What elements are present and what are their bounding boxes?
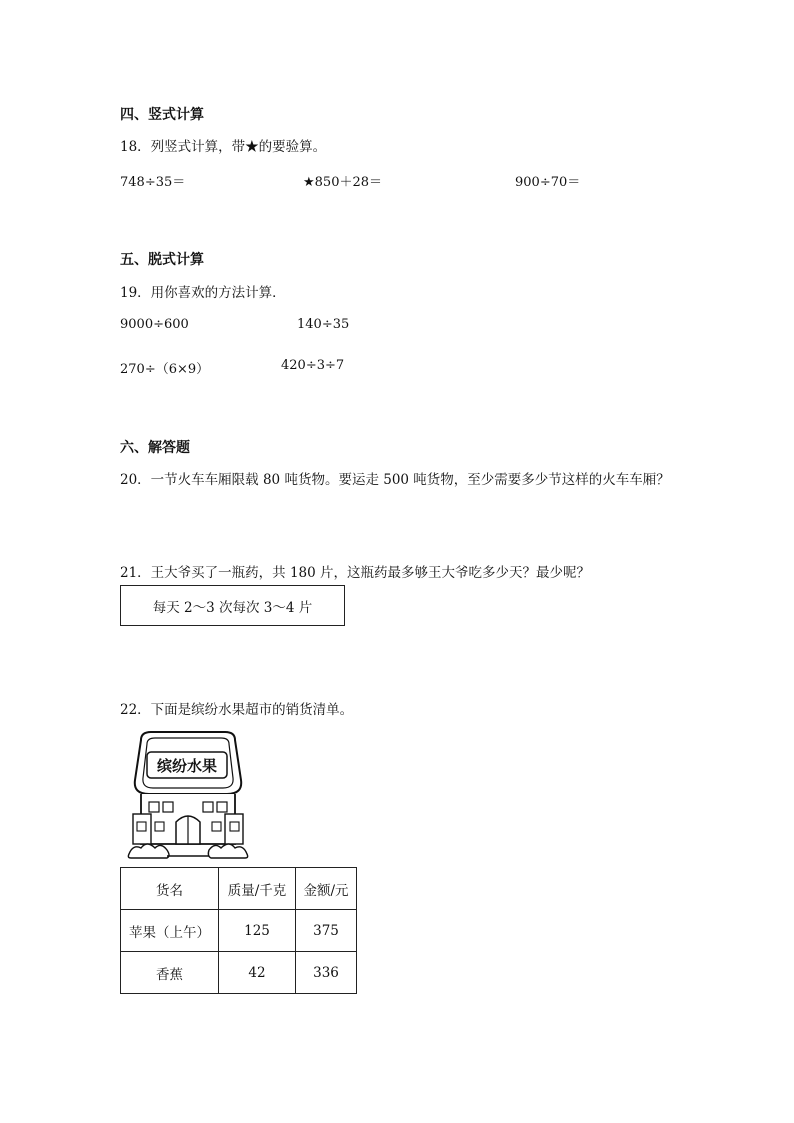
section-title-5: 五、脱式计算 [120, 252, 204, 268]
sales-table [120, 867, 357, 994]
store-sign-text: 缤纷水果 [156, 757, 218, 775]
q19-expr-4: 420÷3÷7 [281, 358, 345, 373]
q18-expr-2: ★850＋28＝ [303, 175, 383, 190]
table-cell: 336 [296, 952, 357, 994]
question-20-text: 20．一节火车车厢限载 80 吨货物。要运走 500 吨货物，至少需要多少节这样的火车车厢？ [120, 472, 670, 488]
table-header-row [121, 868, 357, 910]
dosage-box: 每天 2～3 次每次 3～4 片 [120, 585, 345, 626]
question-21-text: 21．王大爷买了一瓶药，共 180 片，这瓶药最多够王大爷吃多少天？最少呢？ [120, 565, 591, 581]
fruit-store-illustration [127, 730, 249, 860]
table-cell: 42 [219, 952, 296, 994]
q19-expr-2: 140÷35 [297, 317, 350, 332]
table-cell: 苹果（上午） [121, 910, 219, 952]
table-header-cell: 金额/元 [296, 868, 357, 910]
table-header-cell: 质量/千克 [219, 868, 296, 910]
section-title-4: 四、竖式计算 [120, 107, 204, 123]
question-18-text: 18．列竖式计算，带★的要验算。 [120, 139, 327, 155]
q19-expr-3: 270÷（6×9） [120, 362, 210, 377]
q18-expr-1: 748÷35＝ [120, 175, 186, 190]
table-header-cell: 货名 [121, 868, 219, 910]
question-22-text: 22．下面是缤纷水果超市的销货清单。 [120, 702, 354, 718]
table-row [121, 910, 357, 952]
section-title-6: 六、解答题 [120, 440, 190, 456]
table-cell: 375 [296, 910, 357, 952]
table-cell: 125 [219, 910, 296, 952]
table-cell: 香蕉 [121, 952, 219, 994]
q19-expr-1: 9000÷600 [120, 317, 189, 332]
question-19-text: 19．用你喜欢的方法计算． [120, 285, 286, 301]
table-row [121, 952, 357, 994]
q18-expr-3: 900÷70＝ [515, 175, 581, 190]
